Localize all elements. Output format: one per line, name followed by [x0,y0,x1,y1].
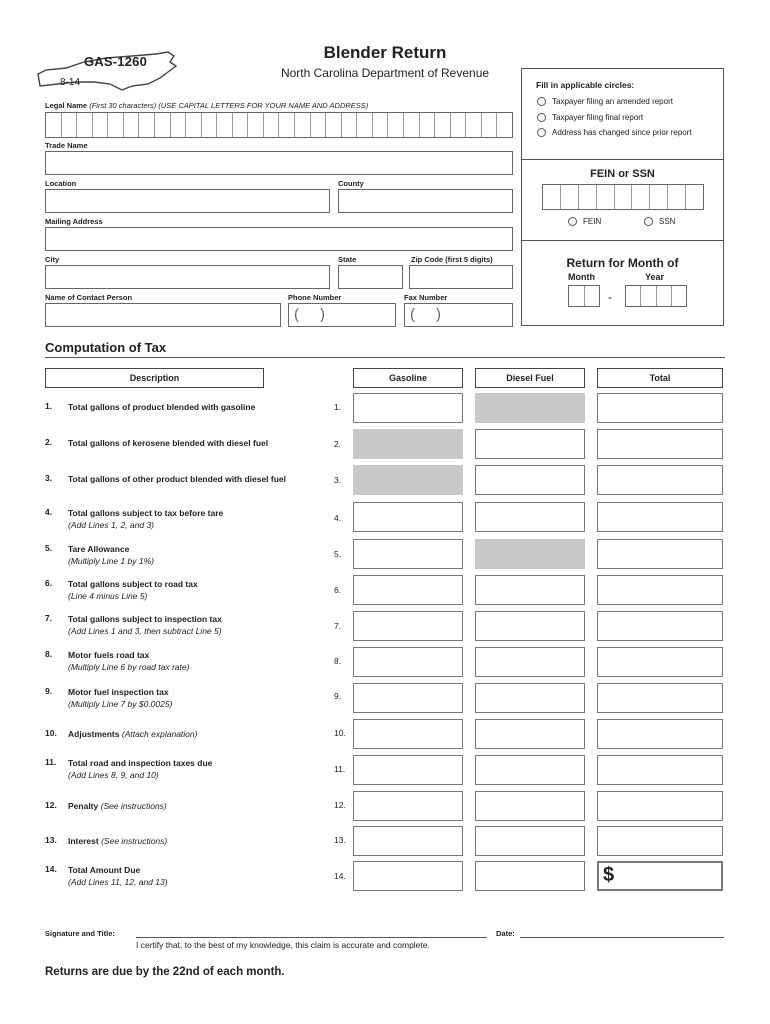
line11-diesel-input[interactable] [475,755,585,785]
line4-diesel-input[interactable] [475,502,585,532]
line-description: Interest (See instructions) [68,836,168,846]
month-input[interactable] [568,285,600,307]
phone-paren-close: ) [320,306,325,323]
line11-gasoline-input[interactable] [353,755,463,785]
line-description: Total road and inspection taxes due (Add Lines 8, 9, and 10) [68,758,213,780]
county-input[interactable] [338,189,513,213]
line3-total-input[interactable] [597,465,723,495]
panel-divider [522,240,723,241]
fein-radio-icon[interactable] [568,217,577,226]
line-number: 3. [45,473,53,483]
line-description: Adjustments (Attach explanation) [68,729,198,739]
line8-diesel-input[interactable] [475,647,585,677]
line-ref: 12. [334,800,346,810]
computation-title: Computation of Tax [45,340,167,355]
line-number: 5. [45,543,53,553]
form-revision: 8-14 [60,77,81,88]
line-description: Total Amount Due (Add Lines 11, 12, and 13) [68,865,168,887]
line7-total-input[interactable] [597,611,723,641]
year-input[interactable] [625,285,687,307]
line-ref: 7. [334,621,342,631]
line6-diesel-input[interactable] [475,575,585,605]
line13-diesel-input[interactable] [475,826,585,856]
col-total: Total [597,368,723,388]
address-changed-option[interactable]: Address has changed since prior report [537,128,692,137]
line9-total-input[interactable] [597,683,723,713]
fax-paren-close: ) [436,306,441,323]
fein-option[interactable]: FEIN [568,217,601,226]
line10-gasoline-input[interactable] [353,719,463,749]
line-number: 12. [45,800,57,810]
line-ref: 1. [334,402,342,412]
line-description: Motor fuels road tax (Multiply Line 6 by road tax rate) [68,650,190,672]
line-number: 9. [45,686,53,696]
line-ref: 8. [334,656,342,666]
line-ref: 4. [334,513,342,523]
certification-text: I certify that, to the best of my knowledge, this claim is accurate and complete. [136,940,430,950]
line4-total-input[interactable] [597,502,723,532]
line12-total-input[interactable] [597,791,723,821]
line-number: 4. [45,507,53,517]
month-label: Month [568,272,595,282]
phone-label: Phone Number [288,293,342,302]
amended-option[interactable]: Taxpayer filing an amended report [537,97,673,106]
date-line[interactable] [520,937,724,938]
zip-label: Zip Code (first 5 digits) [411,255,493,264]
line-description: Motor fuel inspection tax (Multiply Line 7 by $0.0025) [68,687,173,709]
contact-input[interactable] [45,303,281,327]
legal-name-input[interactable] [45,112,513,138]
line-ref: 5. [334,549,342,559]
line14-diesel-input[interactable] [475,861,585,891]
line5-gasoline-input[interactable] [353,539,463,569]
line-description: Total gallons of product blended with gasoline [68,402,256,412]
line1-diesel-shaded [475,393,585,423]
line13-gasoline-input[interactable] [353,826,463,856]
line-number: 1. [45,401,53,411]
state-label: State [338,255,357,264]
dollar-sign: $ [603,864,615,886]
ssn-option[interactable]: SSN [644,217,675,226]
line5-diesel-shaded [475,539,585,569]
fax-input[interactable] [404,303,513,327]
line-description: Tare Allowance (Multiply Line 1 by 1%) [68,544,154,566]
line-ref: 14. [334,871,346,881]
line10-total-input[interactable] [597,719,723,749]
computation-rule [45,357,725,358]
line-ref: 3. [334,475,342,485]
location-label: Location [45,179,77,188]
final-radio-icon[interactable] [537,113,546,122]
line-ref: 11. [334,764,346,774]
total-amount-due-input[interactable] [597,861,723,891]
form-subtitle: North Carolina Department of Revenue [280,66,490,80]
line-ref: 13. [334,835,346,845]
line-ref: 9. [334,691,342,701]
col-description: Description [45,368,264,388]
line-number: 11. [45,757,57,767]
signature-line[interactable] [136,937,487,938]
line6-total-input[interactable] [597,575,723,605]
county-label: County [338,179,364,188]
line11-total-input[interactable] [597,755,723,785]
fein-title: FEIN or SSN [590,168,655,180]
state-input[interactable] [338,265,403,289]
final-report-option[interactable]: Taxpayer filing final report [537,113,643,122]
due-date-note: Returns are due by the 22nd of each month. [45,966,285,978]
line6-gasoline-input[interactable] [353,575,463,605]
mailing-address-input[interactable] [45,227,513,251]
contact-label: Name of Contact Person [45,293,133,302]
return-month-title: Return for Month of [566,256,679,270]
line-description: Total gallons of kerosene blended with diesel fuel [68,438,269,448]
line4-gasoline-input[interactable] [353,502,463,532]
line2-total-input[interactable] [597,429,723,459]
col-diesel: Diesel Fuel [475,368,585,388]
signature-label: Signature and Title: [45,929,115,938]
line-number: 2. [45,437,53,447]
panel-divider [522,159,723,160]
line-ref: 10. [334,728,346,738]
fax-paren-open: ( [410,306,415,323]
line-number: 8. [45,649,53,659]
fein-ssn-input[interactable] [542,184,704,210]
line-ref: 6. [334,585,342,595]
address-radio-icon[interactable] [537,128,546,137]
location-input[interactable] [45,189,330,213]
line9-diesel-input[interactable] [475,683,585,713]
city-label: City [45,255,60,264]
line-number: 13. [45,835,57,845]
date-dash: - [608,290,612,304]
line1-gasoline-input[interactable] [353,393,463,423]
line-description: Total gallons subject to tax before tare (Add Lines 1, 2, and 3) [68,508,224,530]
col-gasoline: Gasoline [353,368,463,388]
line2-gasoline-shaded [353,429,463,459]
year-label: Year [645,272,665,282]
line-number: 14. [45,864,57,874]
form-code: GAS-1260 [84,54,148,69]
line1-total-input[interactable] [597,393,723,423]
mailing-address-label: Mailing Address [45,217,103,226]
line-description: Total gallons subject to road tax (Line 4 minus Line 5) [68,579,198,601]
line7-diesel-input[interactable] [475,611,585,641]
phone-paren-open: ( [294,306,299,323]
line7-gasoline-input[interactable] [353,611,463,641]
line-number: 7. [45,613,53,623]
trade-name-label: Trade Name [45,141,88,150]
line3-diesel-input[interactable] [475,465,585,495]
line8-total-input[interactable] [597,647,723,677]
amended-radio-icon[interactable] [537,97,546,106]
line12-gasoline-input[interactable] [353,791,463,821]
line-number: 6. [45,578,53,588]
line12-diesel-input[interactable] [475,791,585,821]
phone-input[interactable] [288,303,396,327]
trade-name-input[interactable] [45,151,513,175]
line13-total-input[interactable] [597,826,723,856]
zip-input[interactable] [409,265,513,289]
line-description: Penalty (See instructions) [68,801,167,811]
date-label: Date: [496,929,515,938]
line-description: Total gallons subject to inspection tax (Add Lines 1 and 3, then subtract Line 5) [68,614,222,636]
line14-gasoline-input[interactable] [353,861,463,891]
line2-diesel-input[interactable] [475,429,585,459]
line10-diesel-input[interactable] [475,719,585,749]
form-title: Blender Return [323,43,447,62]
line-number: 10. [45,728,57,738]
ssn-radio-icon[interactable] [644,217,653,226]
city-input[interactable] [45,265,330,289]
fax-label: Fax Number [404,293,448,302]
line-description: Total gallons of other product blended with diesel fuel [68,474,287,484]
line3-gasoline-shaded [353,465,463,495]
line8-gasoline-input[interactable] [353,647,463,677]
legal-name-label: Legal Name (First 30 characters) (USE CAPITAL LETTERS FOR YOUR NAME AND ADDRESS) [45,101,369,110]
circles-title: Fill in applicable circles: [536,80,635,90]
line-ref: 2. [334,439,342,449]
line9-gasoline-input[interactable] [353,683,463,713]
line5-total-input[interactable] [597,539,723,569]
